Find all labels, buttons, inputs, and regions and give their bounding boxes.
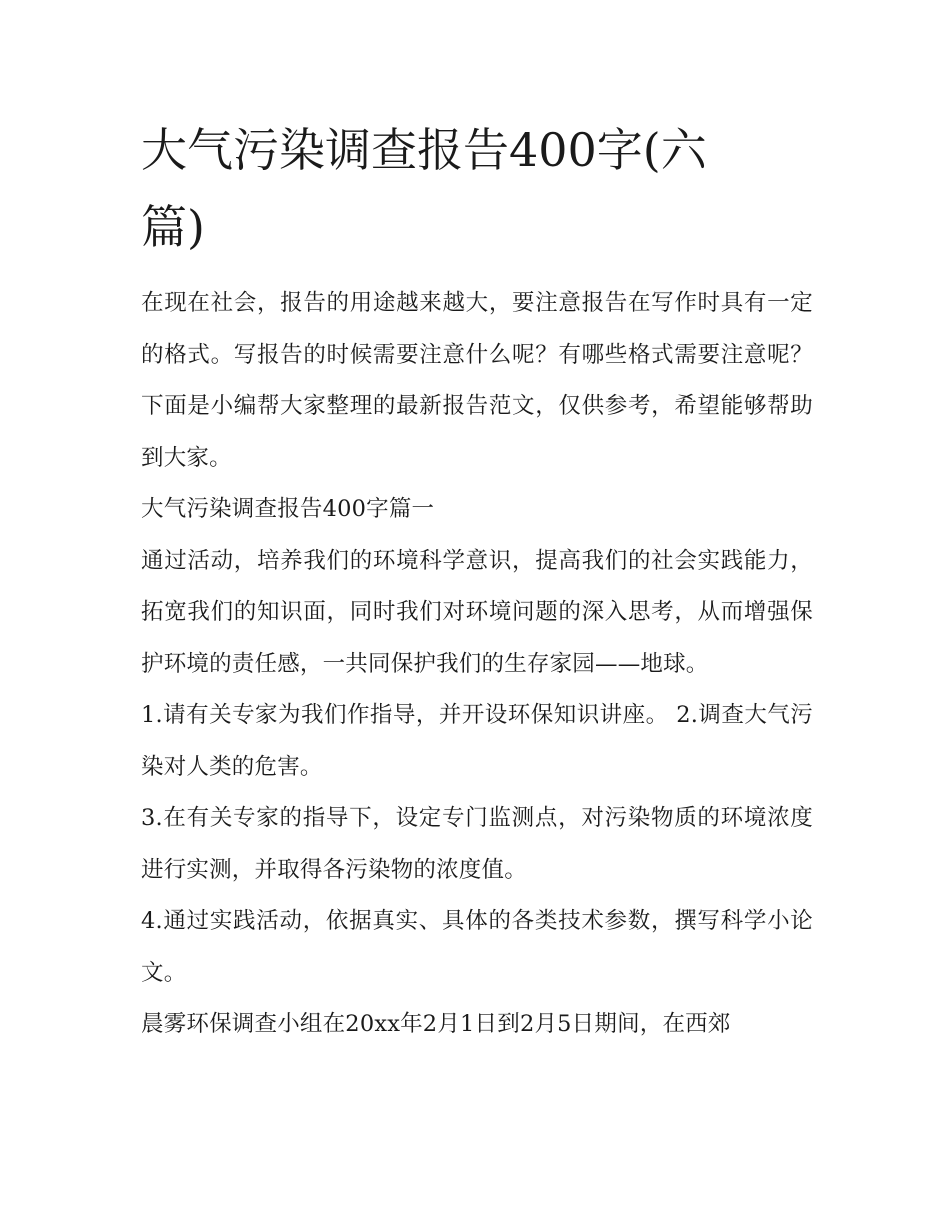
list-item-3: 3.在有关专家的指导下，设定专门监测点，对污染物质的环境浓度进行实测，并取得各污染物的浓度值。	[141, 805, 813, 883]
survey-paragraph: 晨雾环保调查小组在20xx年2月1日到2月5日期间，在西郊	[141, 1011, 731, 1037]
document-title: 大气污染调查报告400字(六篇)	[141, 123, 707, 254]
purpose-paragraph: 通过活动，培养我们的环境科学意识，提高我们的社会实践能力，拓宽我们的知识面，同时我们对环境问题的深入思考，从而增强保护环境的责任感，一共同保护我们的生存家园——地球。	[141, 547, 813, 677]
section-heading: 大气污染调查报告400字篇一	[141, 496, 435, 522]
list-item-4: 4.通过实践活动，依据真实、具体的各类技术参数，撰写科学小论文。	[141, 908, 813, 986]
document-body	[141, 112, 813, 1051]
intro-paragraph: 在现在社会，报告的用途越来越大，要注意报告在写作时具有一定的格式。写报告的时候需要注意什么呢？有哪些格式需要注意呢？下面是小编帮大家整理的最新报告范文，仅供参考，希望能够帮助到大家。	[141, 290, 813, 471]
list-item-1-2: 1.请有关专家为我们作指导，并开设环保知识讲座。 2.调查大气污染对人类的危害。	[141, 702, 813, 780]
